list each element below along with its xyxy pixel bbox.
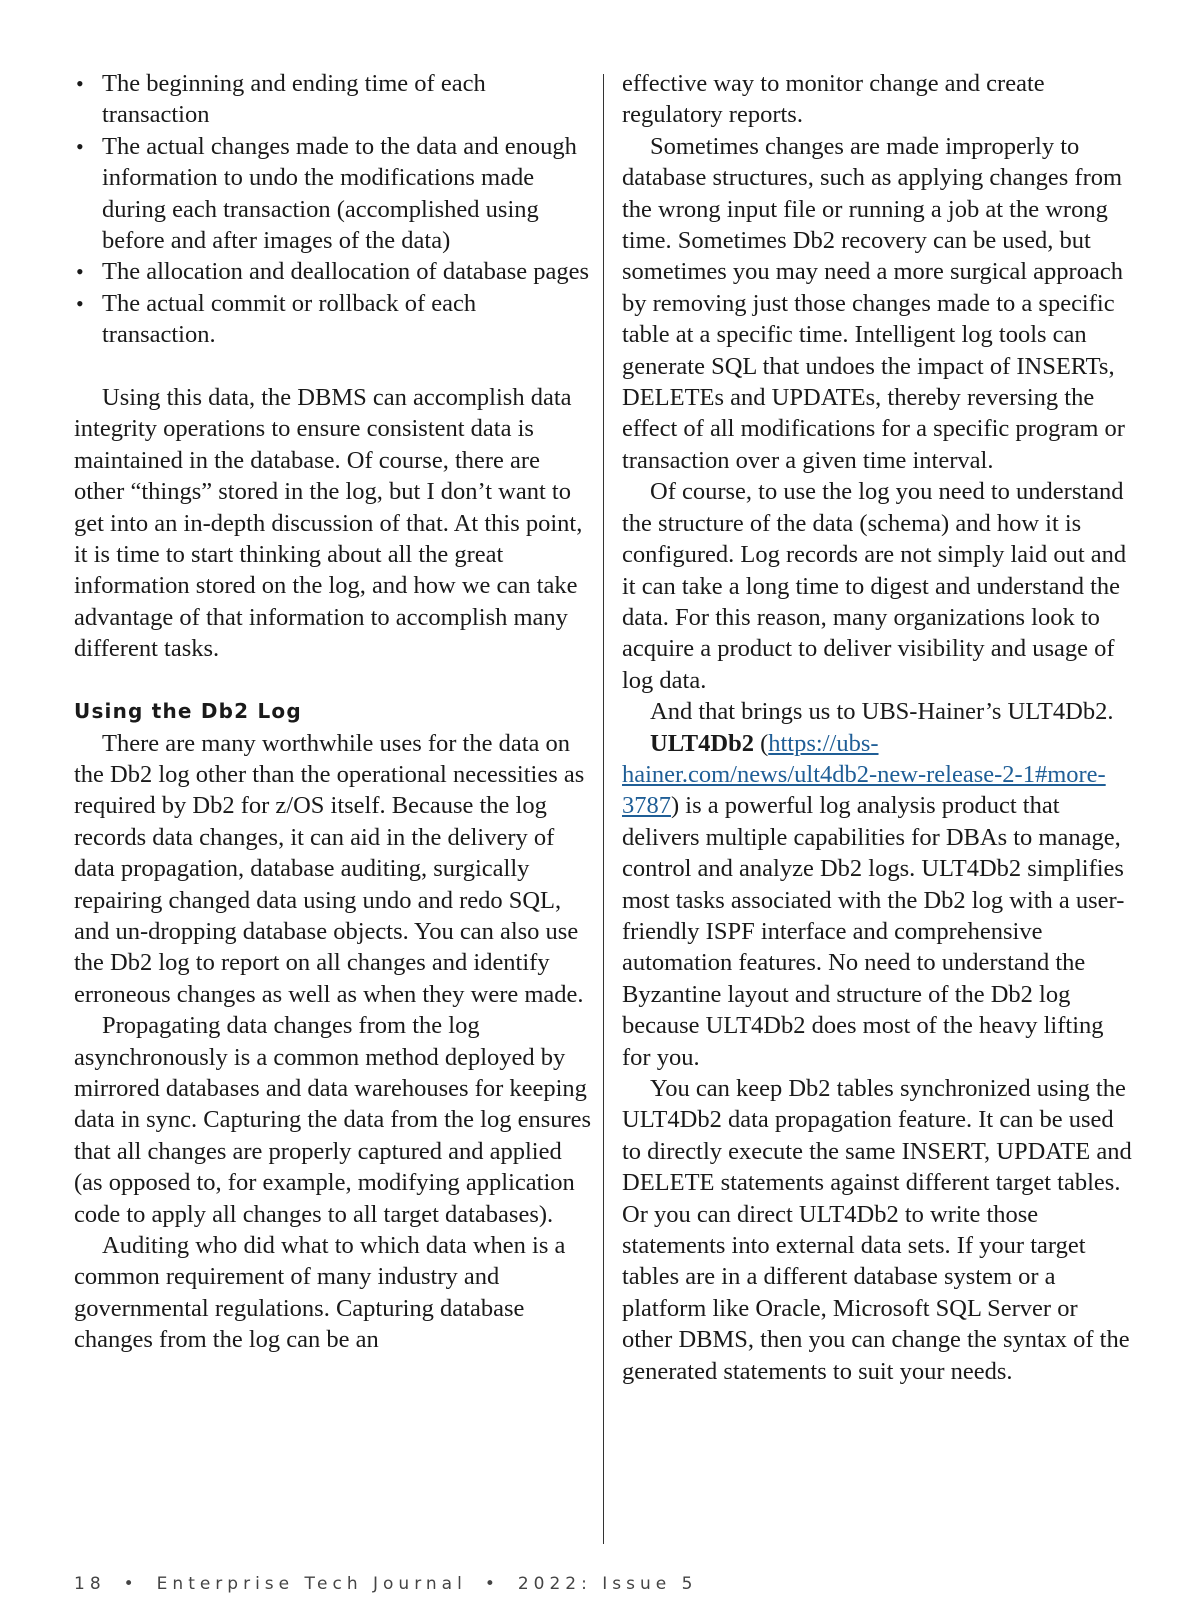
paragraph-ult4db2-text: ) is a powerful log analysis product that delivers multiple capabilities for DBAs to manage, control and analyze Db2 logs. ULT4Db2 simplifies most tasks associated with the Db2 log with a user-friendly ISPF interface and comprehensive automation features. No need to understand the Byzantine layout and structure of the Db2 log because ULT4Db2 does most of the heavy lifting for you. <box>622 792 1125 1071</box>
list-item: • The beginning and ending time of each transaction <box>74 68 594 131</box>
page-number: 18 <box>74 1574 106 1594</box>
paragraph-sometimes: Sometimes changes are made improperly to database structures, such as applying changes from the wrong input file or running a job at the wrong time. Sometimes Db2 recovery can be used, but sometimes you may need a more surgical approach by removing just those changes made to a specific table at a specific time. Intelligent log tools can generate SQL that undoes the impact of INSERTs, DELETEs and UPDATEs, thereby reversing the effect of all modifications for a specific program or transaction over a given time interval. <box>622 132 1125 474</box>
ult4db2-link[interactable]: https://ubs-hainer.com/news/ult4db2-new-release-2-1#more-3787 <box>622 729 1106 820</box>
paragraph-continued: effective way to monitor change and create regulatory reports. <box>622 70 1045 129</box>
column-divider <box>603 74 604 1544</box>
paragraph-auditing: Auditing who did what to which data when is a common requirement of many industry and governmental regulations. Capturing database changes from the log can be an <box>74 1232 566 1354</box>
list-item: • The actual changes made to the data and enough information to undo the modifications made during each transaction (accomplished using before and after images of the data) <box>74 131 594 257</box>
paragraph-uses: There are many worthwhile uses for the data on the Db2 log other than the operational necessities as required by Db2 for z/OS itself. Because the log records data changes, it can aid in the delivery of data propagation, database auditing, surgically repairing changed data using undo and redo SQL, and un-dropping database objects. You can also use the Db2 log to report on all changes and identify erroneous changes as well as when they were made. <box>74 729 585 1008</box>
left-column <box>74 68 594 1356</box>
paragraph-sync: You can keep Db2 tables synchronized using the ULT4Db2 data propagation feature. It can be used to directly execute the same INSERT, UPDATE and DELETE statements against different target tables. Or you can direct ULT4Db2 to write those statements into external data sets. If your target tables are in a different database system or a platform like Oracle, Microsoft SQL Server or other DBMS, then you can change the syntax of the generated statements to suit your needs. <box>622 1075 1132 1385</box>
log-contents-list <box>74 68 594 351</box>
paragraph-brings-us: And that brings us to UBS-Hainer’s ULT4Db2. <box>650 698 1114 726</box>
paragraph-propagating: Propagating data changes from the log asynchronously is a common method deployed by mirrored databases and data warehouses for keeping data in sync. Capturing the data from the log ensures that all changes are properly captured and applied (as opposed to, for example, modifying application code to apply all changes to all target databases). <box>74 1012 592 1228</box>
section-heading: Using the Db2 Log <box>74 699 302 724</box>
issue-label: 2022: Issue 5 <box>517 1574 698 1594</box>
right-column <box>622 68 1132 1387</box>
list-item: • The actual commit or rollback of each transaction. <box>74 288 594 351</box>
footer-separator: • <box>123 1574 139 1594</box>
page-footer <box>74 1574 697 1594</box>
footer-separator: • <box>484 1574 500 1594</box>
publication-name: Enterprise Tech Journal <box>156 1574 467 1594</box>
list-item: • The allocation and deallocation of database pages <box>74 256 594 287</box>
paragraph-using-data: Using this data, the DBMS can accomplish data integrity operations to ensure consistent data is maintained in the database. Of course, there are other “things” stored in the log, but I don’t want to get into an in-depth discussion of that. At this point, it is time to start thinking about all the great information stored on the log, and how we can take advantage of that information to accomplish many different tasks. <box>74 384 583 663</box>
paragraph-of-course: Of course, to use the log you need to understand the structure of the data (schema) and how it is configured. Log records are not simply laid out and it can take a long time to digest and understand the data. For this reason, many organizations look to acquire a product to deliver visibility and usage of log data. <box>622 478 1127 694</box>
paragraph-ult4db2 <box>622 728 1132 1073</box>
product-name: ULT4Db2 <box>650 729 754 757</box>
open-paren: ( <box>753 729 769 757</box>
